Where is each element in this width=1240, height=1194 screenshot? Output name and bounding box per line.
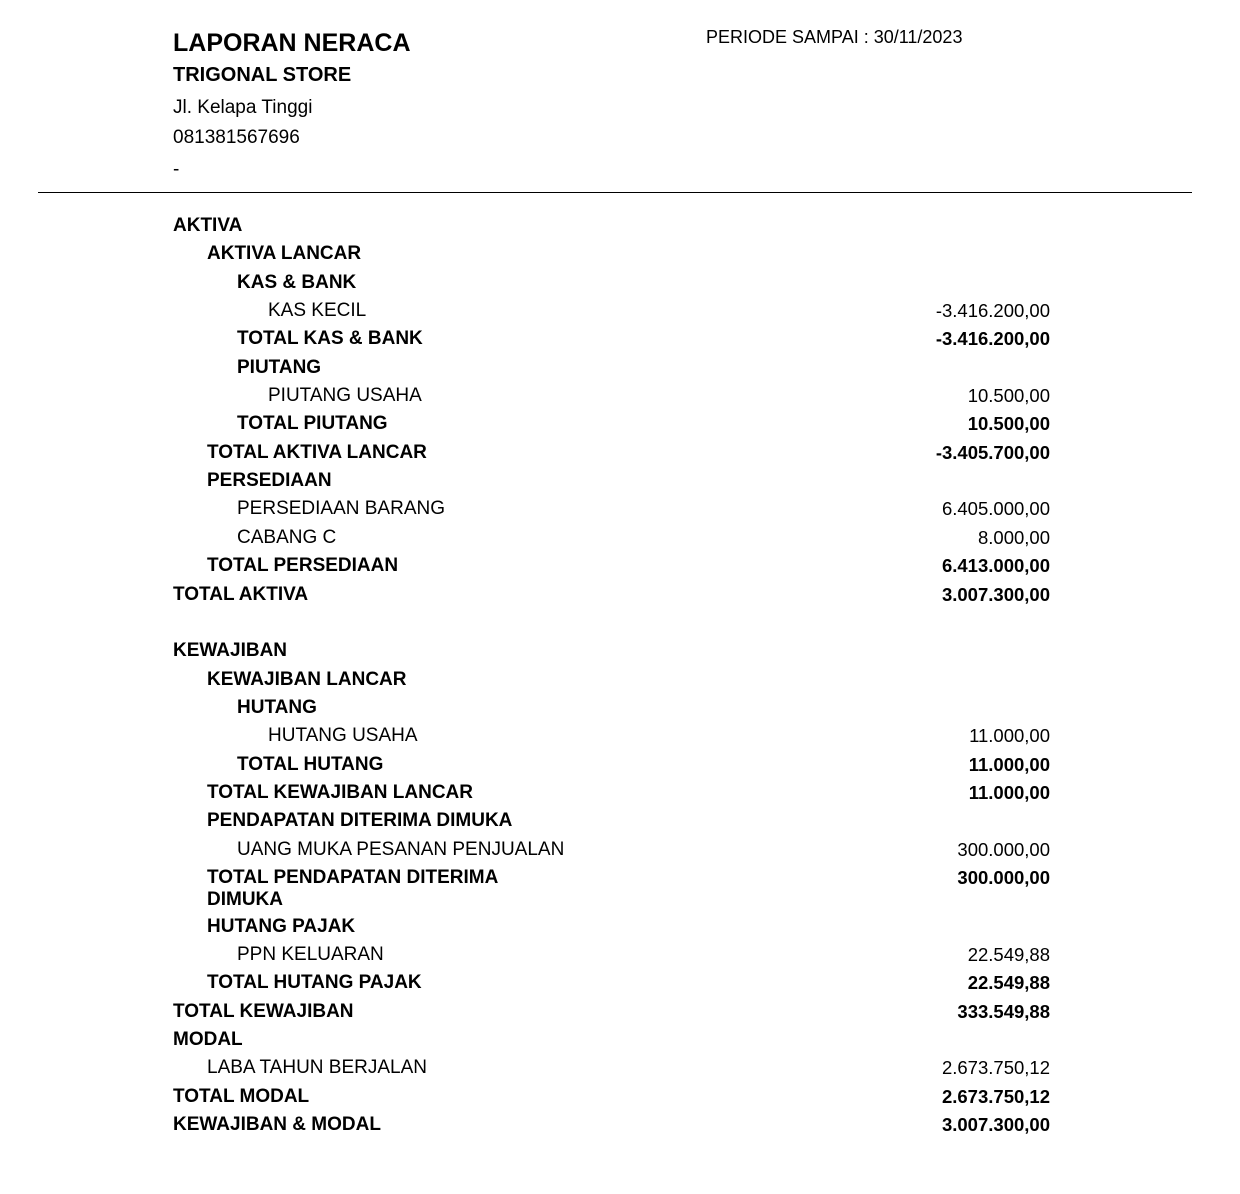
- row-label: TOTAL KAS & BANK: [237, 328, 423, 349]
- row-amount: 2.673.750,12: [941, 1057, 1050, 1078]
- report-title: LAPORAN NERACA: [173, 29, 411, 57]
- balance-section-header: [0, 243, 1240, 267]
- balance-section-header: [0, 697, 1240, 721]
- row-label: TOTAL KEWAJIBAN LANCAR: [207, 782, 473, 803]
- row-amount: 10.500,00: [967, 385, 1050, 406]
- row-amount: 6.413.000,00: [941, 555, 1050, 576]
- store-name: TRIGONAL STORE: [173, 64, 352, 86]
- row-amount: 10.500,00: [967, 413, 1050, 434]
- row-amount: 3.007.300,00: [941, 584, 1050, 605]
- balance-row: [0, 1114, 1240, 1138]
- balance-row: [0, 867, 1240, 910]
- row-label: UANG MUKA PESANAN PENJUALAN: [237, 839, 565, 860]
- row-amount: 8.000,00: [977, 527, 1050, 548]
- store-address: Jl. Kelapa Tinggi: [173, 97, 313, 118]
- balance-row: [0, 1086, 1240, 1110]
- balance-section-header: [0, 640, 1240, 664]
- balance-row: [0, 1057, 1240, 1081]
- row-label: TOTAL PENDAPATAN DITERIMA DIMUKA: [207, 867, 498, 910]
- store-extra: -: [173, 159, 180, 180]
- row-label: KEWAJIBAN: [173, 640, 288, 661]
- balance-row: [0, 972, 1240, 996]
- row-label: KEWAJIBAN & MODAL: [173, 1114, 381, 1135]
- row-label: AKTIVA: [173, 215, 243, 236]
- row-label: TOTAL HUTANG PAJAK: [207, 972, 422, 993]
- balance-row: [0, 782, 1240, 806]
- row-label: PPN KELUARAN: [237, 944, 384, 965]
- row-label: KAS KECIL: [268, 300, 367, 321]
- balance-row: [0, 527, 1240, 551]
- row-amount: 6.405.000,00: [941, 498, 1050, 519]
- row-label: LABA TAHUN BERJALAN: [207, 1057, 427, 1078]
- balance-section-header: [0, 215, 1240, 239]
- balance-row: [0, 413, 1240, 437]
- balance-row: [0, 1001, 1240, 1025]
- row-label: PIUTANG: [237, 357, 322, 378]
- row-amount: 3.007.300,00: [941, 1114, 1050, 1135]
- balance-row: [0, 442, 1240, 466]
- row-amount: 11.000,00: [968, 754, 1050, 775]
- balance-row: [0, 839, 1240, 863]
- row-amount: -3.416.200,00: [935, 300, 1050, 321]
- row-amount: 2.673.750,12: [941, 1086, 1050, 1107]
- row-label: TOTAL PERSEDIAAN: [207, 555, 399, 576]
- balance-row: [0, 300, 1240, 324]
- row-label: HUTANG: [237, 697, 317, 718]
- balance-section-header: [0, 470, 1240, 494]
- row-label: TOTAL PIUTANG: [237, 413, 388, 434]
- balance-section-header: [0, 916, 1240, 940]
- row-amount: 22.549,88: [967, 972, 1050, 993]
- balance-section-header: [0, 810, 1240, 834]
- row-label: TOTAL HUTANG: [237, 754, 384, 775]
- row-label: TOTAL AKTIVA LANCAR: [207, 442, 427, 463]
- row-label: TOTAL AKTIVA: [173, 584, 309, 605]
- row-amount: 22.549,88: [967, 944, 1050, 965]
- row-amount: -3.416.200,00: [935, 328, 1050, 349]
- row-amount: 300.000,00: [957, 867, 1050, 888]
- balance-section-header: [0, 272, 1240, 296]
- balance-row: [0, 498, 1240, 522]
- row-amount: -3.405.700,00: [935, 442, 1050, 463]
- row-label: TOTAL MODAL: [173, 1086, 310, 1107]
- balance-row: [0, 944, 1240, 968]
- row-label: PERSEDIAAN BARANG: [237, 498, 445, 519]
- row-label: HUTANG PAJAK: [207, 916, 356, 937]
- row-label: HUTANG USAHA: [268, 725, 418, 746]
- balance-row: [0, 328, 1240, 352]
- balance-row: [0, 754, 1240, 778]
- balance-section-header: [0, 357, 1240, 381]
- row-amount: 11.000,00: [968, 782, 1050, 803]
- store-phone: 081381567696: [173, 127, 300, 148]
- row-label: PERSEDIAAN: [207, 470, 332, 491]
- report-period: PERIODE SAMPAI : 30/11/2023: [706, 27, 963, 47]
- row-amount: 300.000,00: [957, 839, 1050, 860]
- row-amount: 11.000,00: [969, 725, 1050, 746]
- balance-row: [0, 385, 1240, 409]
- balance-row: [0, 584, 1240, 608]
- row-label: CABANG C: [237, 527, 337, 548]
- row-label: PENDAPATAN DITERIMA DIMUKA: [207, 810, 513, 831]
- row-label: TOTAL KEWAJIBAN: [173, 1001, 354, 1022]
- balance-row: [0, 555, 1240, 579]
- row-label: MODAL: [173, 1029, 243, 1050]
- row-amount: 333.549,88: [957, 1001, 1050, 1022]
- balance-section-header: [0, 669, 1240, 693]
- row-label: KAS & BANK: [237, 272, 357, 293]
- balance-row: [0, 725, 1240, 749]
- row-label: KEWAJIBAN LANCAR: [207, 669, 407, 690]
- row-label: AKTIVA LANCAR: [207, 243, 362, 264]
- balance-section-header: [0, 1029, 1240, 1053]
- row-label: PIUTANG USAHA: [268, 385, 422, 406]
